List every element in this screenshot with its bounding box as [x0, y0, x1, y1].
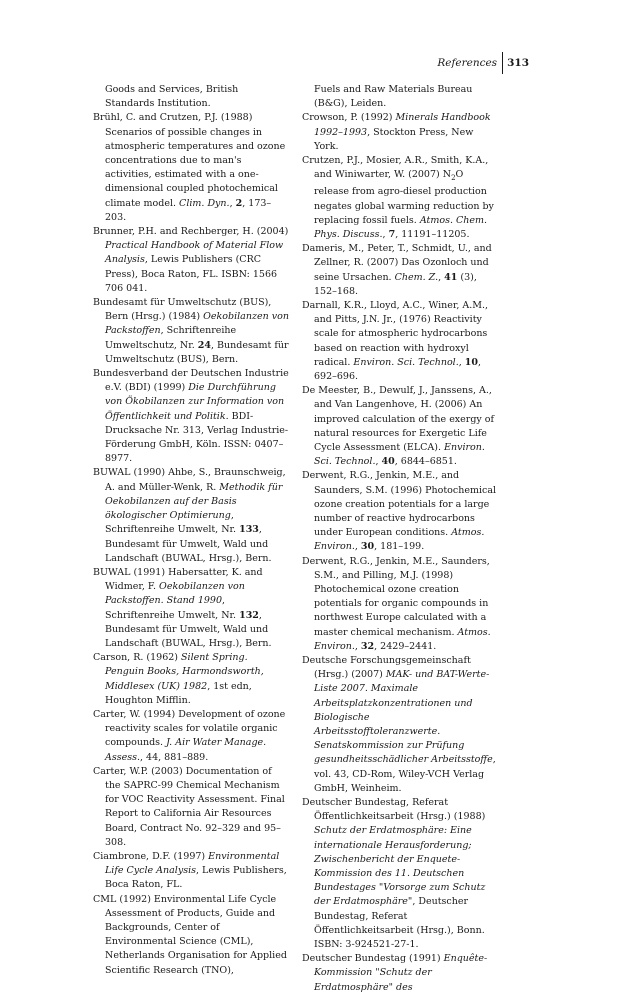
reference-text: Deutscher Bundestag (1991) — [302, 953, 444, 965]
reference-text: Brunner, P.H. and Rechberger, H. (2004) — [93, 226, 289, 238]
reference-text: 41 — [444, 271, 458, 283]
reference-text: , Schriftenreihe Umweltschutz, Nr. — [105, 325, 237, 351]
reference-text: 132 — [239, 609, 259, 621]
reference-text: , 1st edn, Houghton Mifflin. — [105, 680, 252, 706]
reference-text: Goods and Services, British Standards Institution. — [105, 84, 239, 110]
reference-entry — [93, 296, 289, 367]
reference-text: , vol. 43, CD-Rom, Wiley-VCH Verlag GmbH, Weinheim. — [314, 754, 496, 794]
reference-text: Die Durchführung von Ökobilanzen zur Information von Öffentlichkeit und Politik — [105, 382, 285, 422]
reference-text: Bundesverband der Deutschen Industrie e.V. (BDI) (1999) — [93, 368, 289, 394]
reference-text: Derwent, R.G., Jenkin, M.E., and Saunders, S.M. (1996) Photochemical ozone creation potentials for a large number of reactive hydrocarbons under European conditions. — [302, 470, 497, 539]
reference-entry — [93, 566, 289, 651]
reference-text: , — [229, 197, 236, 209]
reference-entry — [93, 765, 289, 850]
reference-entry — [302, 555, 498, 654]
reference-text: , Bundesamt für Umwelt, Wald und Landschaft (BUWAL, Hrsg.), Bern. — [105, 609, 272, 649]
reference-text: Carson, R. (1962) — [93, 652, 182, 664]
reference-text: 30 — [360, 541, 375, 553]
reference-text: , — [458, 356, 465, 368]
reference-entry — [93, 850, 289, 893]
reference-text: (3), 152–168. — [314, 271, 477, 297]
reference-text: BUWAL (1991) Habersatter, K. and Widmer, F. — [93, 566, 263, 593]
reference-text: O release from agro-diesel production negates global warming reduction by replacing fossil fuels. — [314, 169, 494, 226]
reference-text: Oekobilanzen von Packstoffen — [105, 311, 289, 337]
running-header — [437, 52, 529, 74]
reference-entry — [93, 708, 289, 765]
reference-entry — [302, 299, 498, 384]
reference-text: Clim. Dyn. — [179, 197, 230, 209]
reference-text: , 173–203. — [105, 197, 272, 223]
reference-text: Oekobilanzen von Packstoffen. Stand 1990 — [105, 581, 245, 607]
running-header-title: References — [437, 57, 498, 69]
reference-entry — [302, 83, 498, 111]
reference-text: Deutscher Bundestag, Referat Öffentlichkeitsarbeit (Hrsg.) (1988) — [302, 797, 486, 823]
reference-text: Silent Spring. Penguin Books, Harmondsworth, Middlesex (UK) 1982 — [105, 652, 264, 692]
reference-text: , Schriftenreihe Umwelt, Nr. — [105, 510, 240, 536]
reference-text: Derwent, R.G., Jenkin, M.E., Saunders, S.M., and Pilling, M.J. (1998) Photochemical ozone creation potentials for organic compounds in northwest Europe calculated with a master chemical mechanism. — [302, 555, 490, 638]
reference-column-right — [302, 83, 498, 995]
reference-text: , — [354, 640, 361, 652]
header-divider — [502, 52, 503, 74]
reference-text: , — [354, 541, 361, 553]
reference-text: 7 — [388, 228, 396, 240]
reference-text: Atmos. Environ. — [314, 527, 485, 553]
reference-entry — [302, 111, 498, 154]
reference-text: 10 — [464, 356, 479, 368]
reference-text: Ciambrone, D.F. (1997) — [93, 850, 209, 862]
reference-text: De Meester, B., Dewulf, J., Janssens, A., and Van Langenhove, H. (2006) An improved calculation of the exergy of natural resources for Exergetic Life Cycle Assessment (ELCA). — [302, 385, 495, 453]
reference-text: Darnall, K.R., Lloyd, A.C., Winer, A.M., and Pitts, J.N. Jr., (1976) Reactivity scale for atmospheric hydrocarbons based on reaction with hydroxyl radical. — [302, 299, 489, 368]
reference-text: Carter, W.P. (2003) Documentation of the SAPRC-99 Chemical Mechanism for VOC Reactivity Assessment. Final Report to California Air Resources Board, Contract No. 92–329 and 95–308. — [93, 765, 285, 848]
reference-text: , Bundesamt für Umwelt, Wald und Landschaft (BUWAL, Hrsg.), Bern. — [105, 524, 272, 564]
reference-entry — [93, 83, 289, 111]
reference-text: , Schriftenreihe Umwelt, Nr. — [105, 595, 240, 621]
reference-text: Enquête-Kommission "Schutz der Erdatmosphäre" des — [314, 953, 488, 993]
reference-entry — [93, 466, 289, 565]
reference-text: . BDI-Drucksache Nr. 313, Verlag Industrie-Förderung GmbH, Köln. ISSN: 0407–8977. — [105, 410, 289, 465]
reference-text: Deutsche Forschungsgemeinschaft (Hrsg.) (2007) — [302, 655, 471, 681]
reference-text: Chem. Z. — [394, 271, 439, 283]
reference-text: Crowson, P. (1992) — [302, 112, 396, 124]
reference-entry — [93, 651, 289, 708]
reference-entry — [302, 469, 498, 554]
reference-text: , Lewis Publishers (CRC Press), Boca Raton, FL. ISBN: 1566 706 041. — [105, 254, 278, 294]
reference-text: Environ. Sci. Technol. — [353, 356, 459, 368]
reference-text: Environmental Life Cycle Analysis — [105, 850, 280, 877]
reference-text: , — [375, 456, 382, 468]
reference-entry — [93, 111, 289, 225]
reference-text: Environ. Sci. Technol. — [314, 441, 485, 468]
reference-text: BUWAL (1990) Ahbe, S., Braunschweig, A. and Müller-Wenk, R. — [93, 467, 286, 493]
reference-text: J. Air Water Manage. Assess. — [105, 737, 267, 763]
reference-text: MAK- und BAT-Werte-Liste 2007. Maximale Arbeitsplatzkonzentrationen und Biologische Arbeitsstofftoleranzwerte. Senatskommission zur Prüfung gesundheitsschädlicher Arbeitsstoffe — [314, 669, 493, 766]
reference-text: Carter, W. (1994) Development of ozone reactivity scales for volatile organic compounds. — [93, 708, 286, 749]
reference-entry — [302, 796, 498, 952]
reference-entry — [302, 384, 498, 469]
reference-entry — [302, 242, 498, 299]
reference-text: , Deutscher Bundestag, Referat Öffentlichkeitsarbeit (Hrsg.), Bonn. ISBN: 3-924521-27-1. — [314, 896, 485, 951]
reference-text: , 11191–11205. — [395, 228, 470, 240]
reference-text: , — [438, 271, 445, 283]
reference-column-left — [93, 83, 289, 978]
reference-entry — [302, 654, 498, 796]
reference-text: 32 — [360, 640, 375, 652]
reference-text: , 44, 881–889. — [140, 751, 209, 763]
reference-text: Practical Handbook of Material Flow Analysis — [105, 240, 284, 266]
reference-text: , 2429–2441. — [374, 640, 437, 652]
reference-text: , 692–696. — [314, 356, 482, 382]
reference-text: Fuels and Raw Materials Bureau (B&G), Leiden. — [314, 84, 473, 110]
reference-text: Methodik für Oekobilanzen auf der Basis ökologischer Optimierung — [105, 481, 283, 522]
reference-text: 40 — [381, 456, 395, 468]
reference-text: Bundesamt für Umweltschutz (BUS), Bern (Hrsg.) (1984) — [93, 297, 272, 323]
reference-entry — [93, 893, 289, 978]
reference-text: Minerals Handbook 1992–1993 — [314, 112, 491, 138]
reference-text: 2 — [451, 174, 456, 183]
reference-text: Atmos. Environ. — [314, 626, 491, 652]
reference-text: , — [382, 228, 389, 240]
reference-text: , 6844–6851. — [394, 456, 457, 468]
reference-text: Schutz der Erdatmosphäre: Eine internationale Herausforderung; Zwischenbericht der Enquete-Kommission des 11. Deutschen Bundestages "Vorsorge zum Schutz der Erdatmosphäre" — [314, 825, 486, 908]
reference-text: 2 — [235, 197, 243, 209]
reference-entry — [93, 367, 289, 466]
reference-text: Dameris, M., Peter, T., Schmidt, U., and Zellner, R. (2007) Das Ozonloch und seine Ursachen. — [302, 243, 492, 283]
reference-text: Crutzen, P.J., Mosier, A.R., Smith, K.A., and Winiwarter, W. (2007) N — [302, 155, 489, 181]
reference-text: Atmos. Chem. Phys. Discuss. — [314, 214, 488, 240]
reference-text: 24 — [197, 339, 212, 351]
reference-entry — [302, 952, 498, 995]
page-number: 313 — [507, 57, 529, 69]
reference-text: CML (1992) Environmental Life Cycle Assessment of Products, Guide and Backgrounds, Center of Environmental Science (CML), Netherlands Organisation for Applied Scientific Research (TNO), — [93, 893, 287, 976]
reference-text: Brühl, C. and Crutzen, P.J. (1988) Scenarios of possible changes in atmospheric temperatures and ozone concentrations due to man's activities, estimated with a one-dimensional coupled photochemical climate model. — [93, 112, 286, 209]
reference-text: 133 — [239, 524, 259, 536]
reference-text: , Stockton Press, New York. — [314, 126, 474, 152]
reference-entry — [302, 154, 498, 242]
reference-text: , 181–199. — [374, 541, 425, 553]
reference-entry — [93, 225, 289, 296]
reference-text: , Lewis Publishers, Boca Raton, FL. — [105, 865, 287, 891]
reference-text: , Bundesamt für Umweltschutz (BUS), Bern. — [105, 339, 289, 365]
